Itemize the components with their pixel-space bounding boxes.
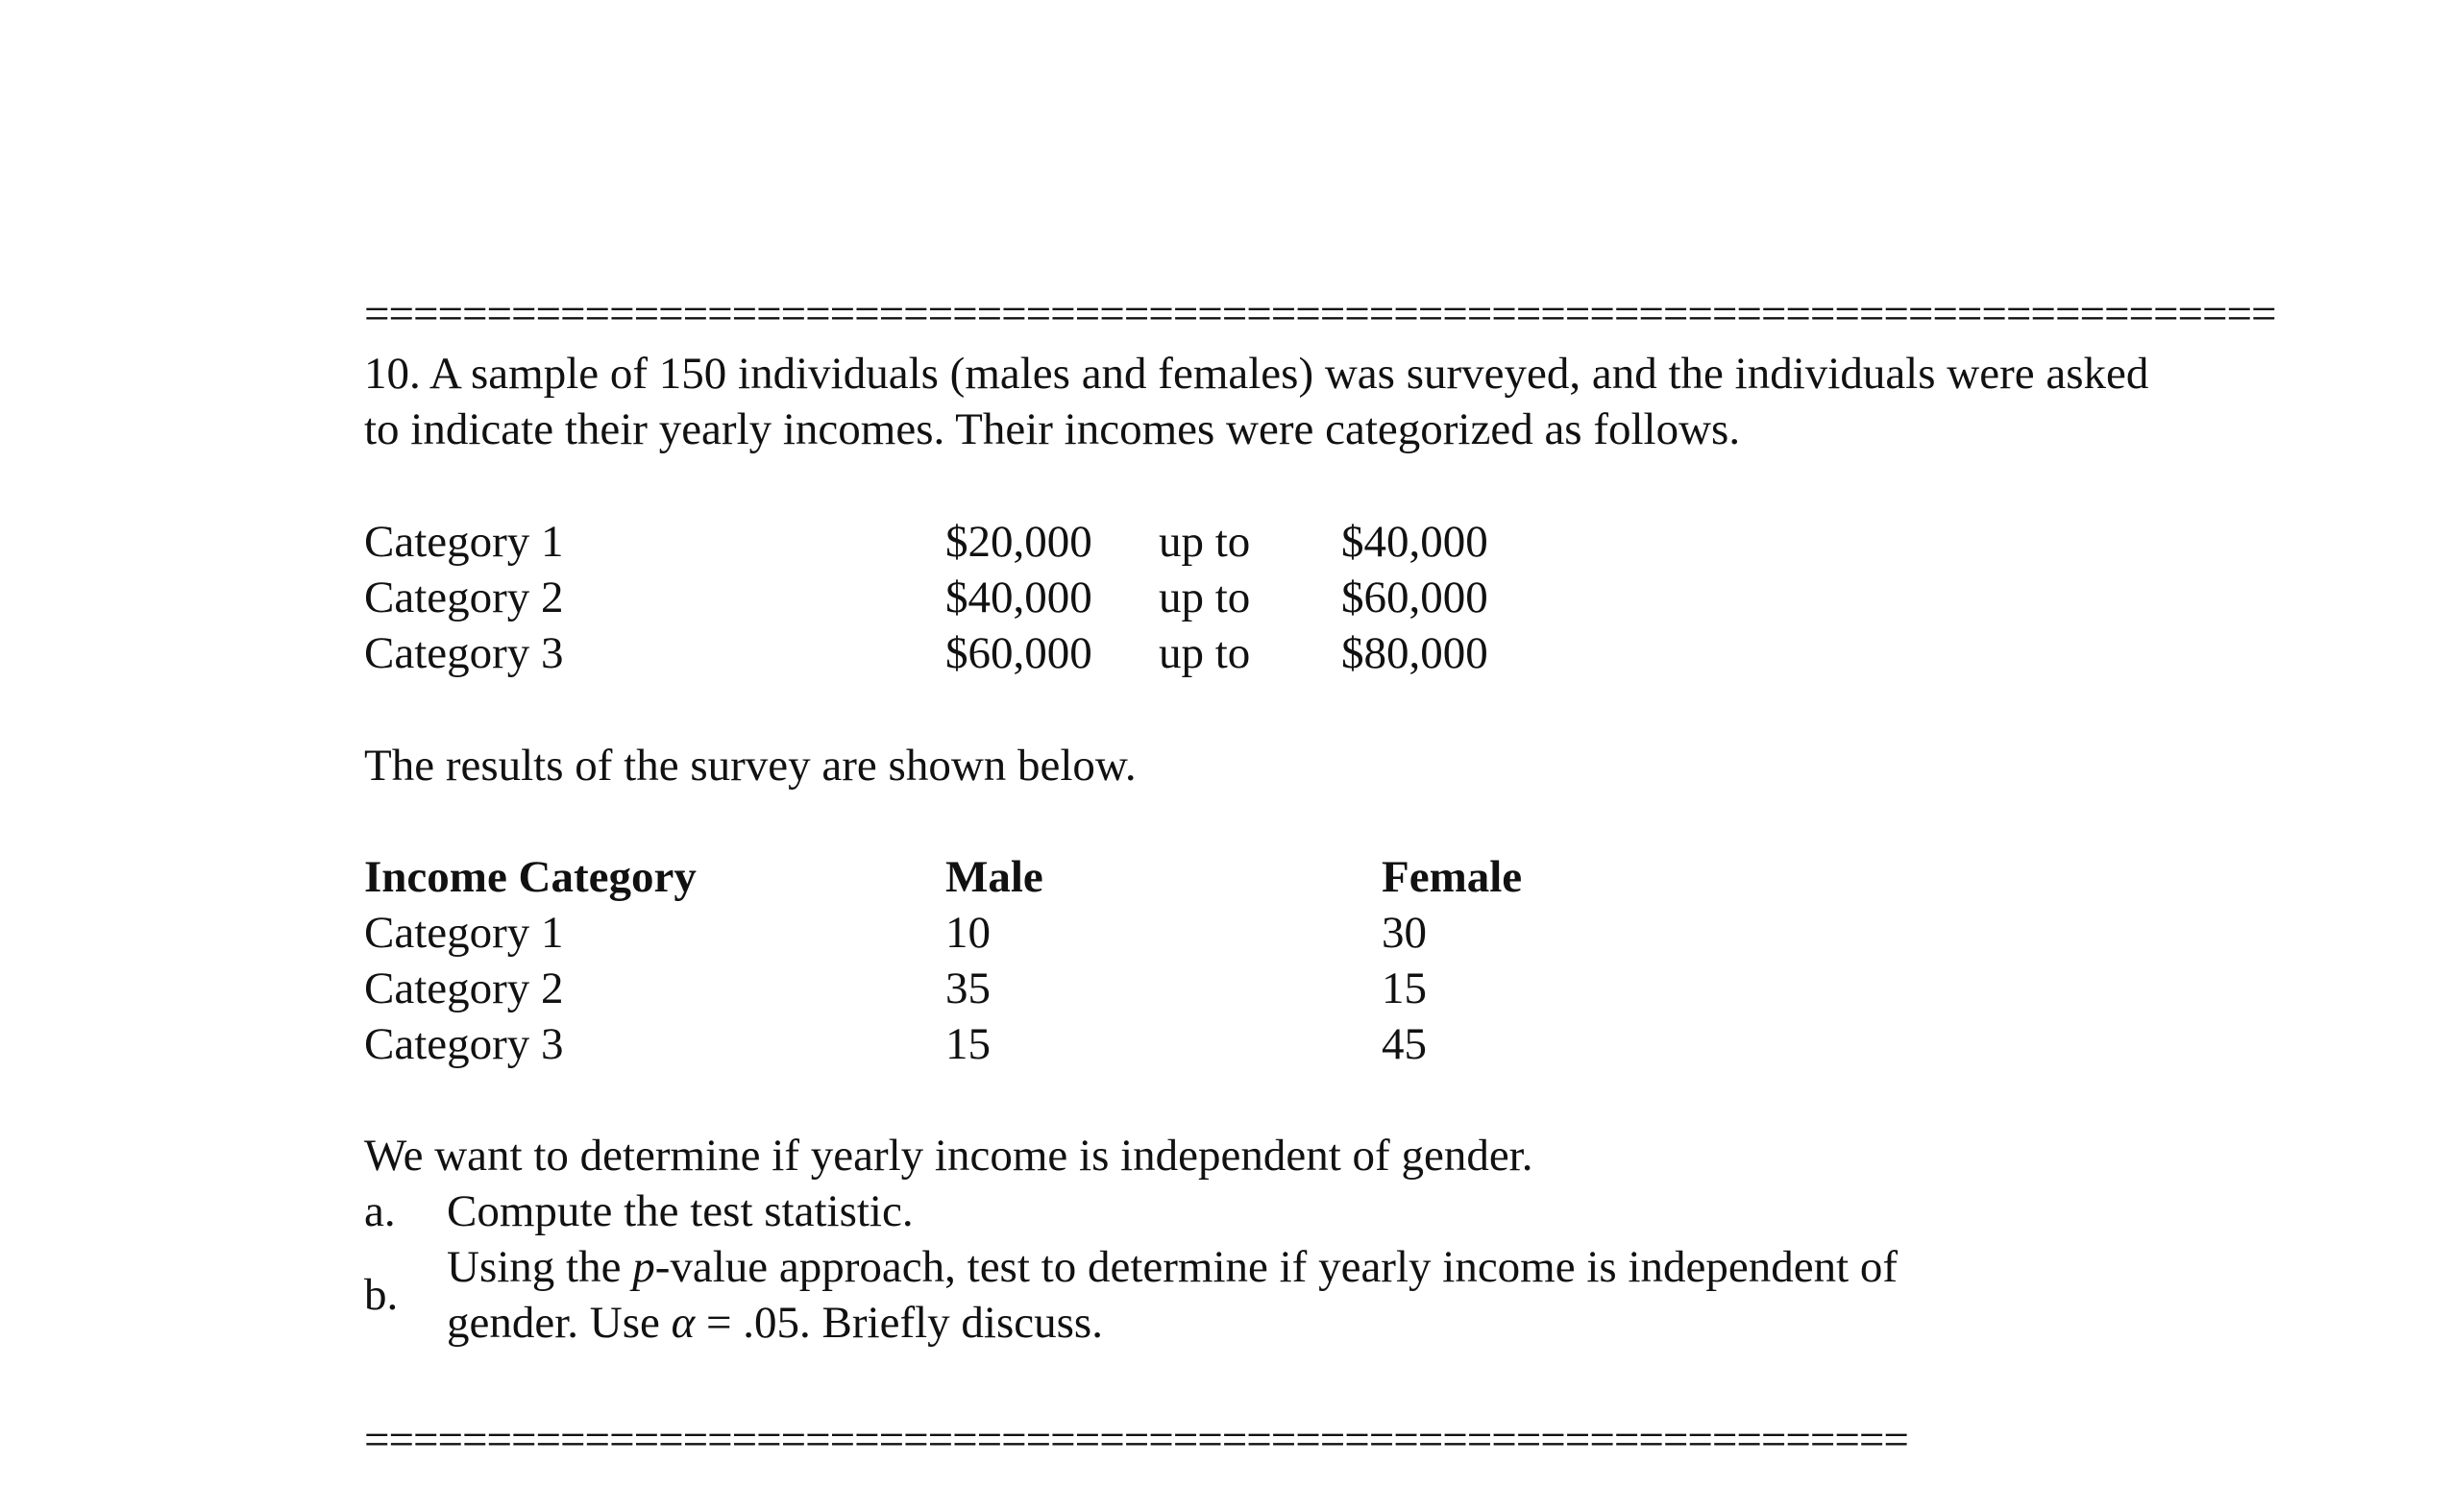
table-row — [364, 905, 1997, 961]
category-name: Category 3 — [364, 628, 564, 678]
female-header: Female — [1382, 852, 1523, 902]
part-b-label: b. — [364, 1270, 399, 1320]
question-line-1: 10. A sample of 150 individuals (males and females) was surveyed, and the individuals were asked — [364, 349, 2149, 399]
category-definition-row — [364, 514, 1997, 570]
bottom-separator: =============================================================== — [364, 1415, 1908, 1465]
male-header: Male — [945, 852, 1043, 902]
male-count-cell: 10 — [945, 908, 991, 958]
part-a-label: a. — [364, 1186, 396, 1236]
category-to-value: $40,000 — [1341, 517, 1488, 567]
top-separator: ============================================================================== — [364, 289, 2276, 339]
category-name: Category 2 — [364, 573, 564, 622]
part-a-text: Compute the test statistic. — [447, 1186, 914, 1236]
male-count-cell: 35 — [945, 963, 991, 1013]
category-from-value: $20,000 — [945, 517, 1092, 567]
female-count-cell: 30 — [1382, 908, 1427, 958]
category-definition-row — [364, 570, 1997, 625]
p-value-italic: p — [632, 1242, 655, 1292]
part-b-line-1 — [447, 1239, 1898, 1295]
category-connector: up to — [1159, 517, 1251, 567]
independence-prompt: We want to determine if yearly income is independent of gender. — [364, 1131, 1533, 1181]
alpha-symbol: α — [671, 1298, 696, 1348]
female-count-cell: 15 — [1382, 963, 1427, 1013]
category-definition-row — [364, 625, 1997, 681]
category-connector: up to — [1159, 628, 1251, 678]
part-b-line-1-end: -value approach, test to determine if yearly income is independent of — [654, 1242, 1899, 1292]
part-b-line-2-end: = .05. Briefly discuss. — [695, 1298, 1103, 1348]
table-header-row — [364, 849, 1997, 905]
category-name: Category 1 — [364, 517, 564, 567]
income-category-cell: Category 2 — [364, 963, 564, 1013]
table-row — [364, 961, 1997, 1016]
category-to-value: $60,000 — [1341, 573, 1488, 622]
female-count-cell: 45 — [1382, 1019, 1427, 1069]
results-intro: The results of the survey are shown below. — [364, 741, 1137, 791]
category-to-value: $80,000 — [1341, 628, 1488, 678]
male-count-cell: 15 — [945, 1019, 991, 1069]
category-from-value: $40,000 — [945, 573, 1092, 622]
income-category-cell: Category 3 — [364, 1019, 564, 1069]
part-b-line-1-start: Using the — [447, 1242, 633, 1292]
category-connector: up to — [1159, 573, 1251, 622]
part-b-line-2 — [447, 1295, 1103, 1351]
table-row — [364, 1016, 1997, 1072]
question-line-2: to indicate their yearly incomes. Their incomes were categorized as follows. — [364, 404, 1741, 454]
category-from-value: $60,000 — [945, 628, 1092, 678]
part-b-line-2-start: gender. Use — [447, 1298, 672, 1348]
income-category-header: Income Category — [364, 852, 697, 902]
income-category-cell: Category 1 — [364, 908, 564, 958]
